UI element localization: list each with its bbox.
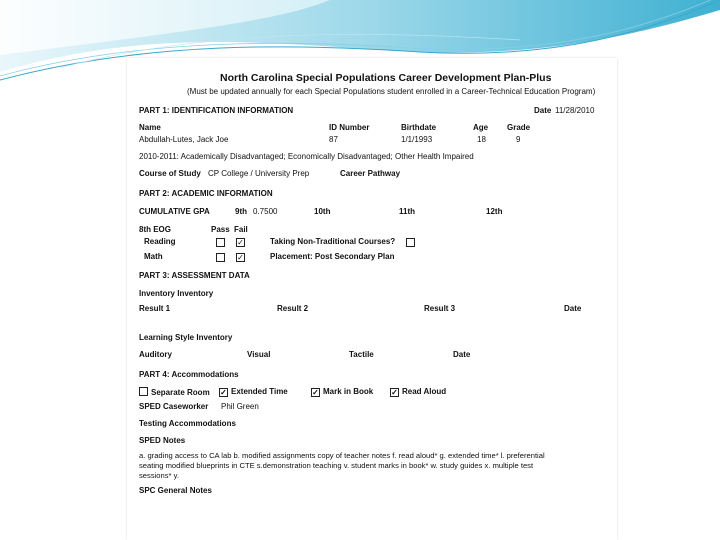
status-line: 2010-2011: Academically Disadvantaged; Economically Disadvantaged; Other Health Impaired bbox=[139, 152, 474, 161]
nontrad-label: Taking Non-Traditional Courses? bbox=[270, 237, 396, 246]
part1-heading: PART 1: IDENTIFICATION INFORMATION bbox=[139, 106, 294, 115]
pass-label: Pass bbox=[211, 225, 230, 234]
sped-notes-line-1: a. grading access to CA lab b. modified assignments copy of teacher notes f. read aloud* g. extended time* l. preferential bbox=[139, 451, 545, 460]
grade-label: Grade bbox=[507, 123, 531, 132]
spc-general-notes-label: SPC General Notes bbox=[139, 486, 212, 495]
name-label: Name bbox=[139, 123, 161, 132]
birthdate-label: Birthdate bbox=[401, 123, 437, 132]
placement-label: Placement: Post Secondary Plan bbox=[270, 252, 395, 261]
sped-notes-line-2: seating modified blueprints in CTE s.demonstration teaching v. student marks in book* w. study guides x. multiple test bbox=[139, 461, 534, 470]
eog-label: 8th EOG bbox=[139, 225, 172, 234]
grade9-label: 9th bbox=[235, 207, 247, 216]
date-label: Date bbox=[534, 106, 552, 115]
visual-label: Visual bbox=[247, 350, 271, 359]
document-subtitle: (Must be updated annually for each Special Populations student enrolled in a Career-Technical Education Program) bbox=[187, 87, 596, 96]
grade11-label: 11th bbox=[399, 207, 416, 216]
gpa-label: CUMULATIVE GPA bbox=[139, 207, 210, 216]
accommodation-separate-room bbox=[139, 387, 210, 398]
read-aloud-checkbox[interactable]: ✓ bbox=[391, 388, 398, 397]
fail-label: Fail bbox=[234, 225, 248, 234]
grade10-label: 10th bbox=[314, 207, 331, 216]
accommodation-extended-time bbox=[219, 387, 288, 397]
separate-room-label: Separate Room bbox=[151, 388, 210, 397]
tactile-label: Tactile bbox=[349, 350, 374, 359]
age-value: 18 bbox=[477, 135, 486, 144]
learning-style-label: Learning Style Inventory bbox=[139, 333, 233, 342]
course-value: CP College / University Prep bbox=[208, 169, 310, 178]
accommodation-read-aloud bbox=[390, 387, 446, 397]
pathway-label: Career Pathway bbox=[340, 169, 401, 178]
math-label: Math bbox=[144, 252, 163, 261]
grade12-label: 12th bbox=[486, 207, 503, 216]
career-plan-document bbox=[127, 58, 617, 540]
result3-label: Result 3 bbox=[424, 304, 456, 313]
age-label: Age bbox=[473, 123, 489, 132]
testing-accommodations-label: Testing Accommodations bbox=[139, 419, 236, 428]
reading-label: Reading bbox=[144, 237, 176, 246]
name-value: Abdullah-Lutes, Jack Joe bbox=[139, 135, 229, 144]
course-label: Course of Study bbox=[139, 169, 201, 178]
caseworker-label: SPED Caseworker bbox=[139, 402, 209, 411]
reading-pass-checkbox[interactable] bbox=[216, 238, 225, 247]
sped-notes-label: SPED Notes bbox=[139, 436, 186, 445]
auditory-label: Auditory bbox=[139, 350, 172, 359]
part4-heading: PART 4: Accommodations bbox=[139, 370, 239, 379]
separate-room-checkbox[interactable] bbox=[139, 387, 148, 396]
grade-value: 9 bbox=[516, 135, 521, 144]
part2-heading: PART 2: ACADEMIC INFORMATION bbox=[139, 189, 273, 198]
document-title: North Carolina Special Populations Career Development Plan-Plus bbox=[220, 72, 552, 84]
id-value: 87 bbox=[329, 135, 338, 144]
nontrad-checkbox[interactable] bbox=[406, 238, 415, 247]
read-aloud-label: Read Aloud bbox=[402, 387, 447, 396]
math-pass-checkbox[interactable] bbox=[216, 253, 225, 262]
reading-fail-checkbox[interactable]: ✓ bbox=[237, 238, 244, 247]
sped-notes-line-3: sessions* y. bbox=[139, 471, 179, 480]
interest-inventory-label: Inventory Inventory bbox=[139, 289, 214, 298]
mark-in-book-checkbox[interactable]: ✓ bbox=[312, 388, 319, 397]
result2-label: Result 2 bbox=[277, 304, 309, 313]
grade9-value: 0.7500 bbox=[253, 207, 278, 216]
learning-date-label: Date bbox=[453, 350, 471, 359]
extended-time-label: Extended Time bbox=[231, 387, 288, 396]
part3-heading: PART 3: ASSESSMENT DATA bbox=[139, 271, 250, 280]
date-value: 11/28/2010 bbox=[555, 106, 595, 115]
inventory-date-label: Date bbox=[564, 304, 582, 313]
extended-time-checkbox[interactable]: ✓ bbox=[220, 388, 227, 397]
id-label: ID Number bbox=[329, 123, 370, 132]
result1-label: Result 1 bbox=[139, 304, 171, 313]
birthdate-value: 1/1/1993 bbox=[401, 135, 433, 144]
accommodation-mark-in-book bbox=[311, 387, 373, 397]
caseworker-value: Phil Green bbox=[221, 402, 259, 411]
mark-in-book-label: Mark in Book bbox=[323, 387, 374, 396]
math-fail-checkbox[interactable]: ✓ bbox=[237, 253, 244, 262]
